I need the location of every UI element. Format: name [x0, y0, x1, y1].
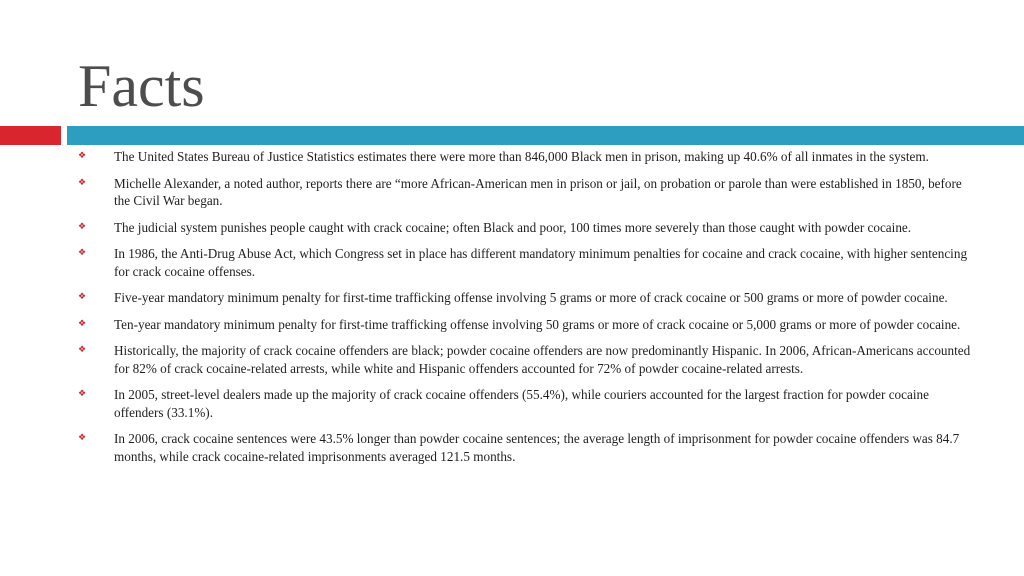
diamond-bullet-icon: ❖: [78, 292, 87, 302]
diamond-bullet-icon: ❖: [78, 389, 87, 399]
bullet-item: [78, 245, 978, 280]
diamond-bullet-icon: ❖: [78, 318, 87, 329]
diamond-bullet-icon: ❖: [78, 345, 87, 355]
bullet-text: In 2006, crack cocaine sentences were 43.5% longer than powder cocaine sentences; the average length of imprisonment for powder cocaine offenders was 84.7 months, while crack cocaine-related imprisonments averaged 121.5 months.: [114, 431, 960, 464]
bullet-item: [78, 386, 978, 421]
bullet-item: [78, 219, 978, 237]
diamond-bullet-icon: ❖: [78, 433, 87, 443]
diamond-bullet-icon: ❖: [78, 221, 87, 232]
slide-title: Facts: [78, 53, 205, 119]
bullet-text: In 2005, street-level dealers made up the majority of crack cocaine offenders (55.4%), while couriers accounted for the largest fraction for powder cocaine offenders (33.1%).: [114, 387, 929, 420]
bullet-item: [78, 175, 978, 210]
bullet-text: Five-year mandatory minimum penalty for first-time trafficking offense involving 5 grams or more of crack cocaine or 500 grams or more of powder cocaine.: [114, 290, 948, 305]
bullet-text: Historically, the majority of crack cocaine offenders are black; powder cocaine offenders are now predominantly Hispanic. In 2006, African-Americans accounted for 82% of crack cocaine-related arrests, while white and Hispanic offenders accounted for 72% of powder cocaine-related arrests.: [114, 343, 971, 376]
bullet-text: Ten-year mandatory minimum penalty for first-time trafficking offense involving 50 grams or more of crack cocaine or 5,000 grams or more of powder cocaine.: [114, 316, 961, 332]
bullet-item: [78, 342, 978, 377]
accent-bar-red: [0, 126, 61, 145]
bullet-text: The United States Bureau of Justice Statistics estimates there were more than 846,000 Black men in prison, making up 40.6% of all inmates in the system.: [114, 149, 929, 164]
accent-bar-blue: [67, 126, 1024, 145]
bullet-text: In 1986, the Anti-Drug Abuse Act, which Congress set in place has different mandatory minimum penalties for cocaine and crack cocaine, with higher sentencing for crack cocaine offenses.: [114, 246, 968, 279]
bullet-item: [78, 316, 978, 334]
bullet-item: [78, 430, 978, 465]
bullet-list: [78, 148, 978, 474]
diamond-bullet-icon: ❖: [78, 151, 87, 161]
bullet-item: [78, 148, 978, 166]
bullet-text: Michelle Alexander, a noted author, reports there are “more African-American men in prison or jail, on probation or parole than were established in 1850, before the Civil War began.: [114, 175, 962, 208]
bullet-text: The judicial system punishes people caught with crack cocaine; often Black and poor, 100 times more severely than those caught with powder cocaine.: [114, 219, 912, 235]
bullet-item: [78, 289, 978, 307]
diamond-bullet-icon: ❖: [78, 177, 87, 188]
diamond-bullet-icon: ❖: [78, 248, 87, 258]
